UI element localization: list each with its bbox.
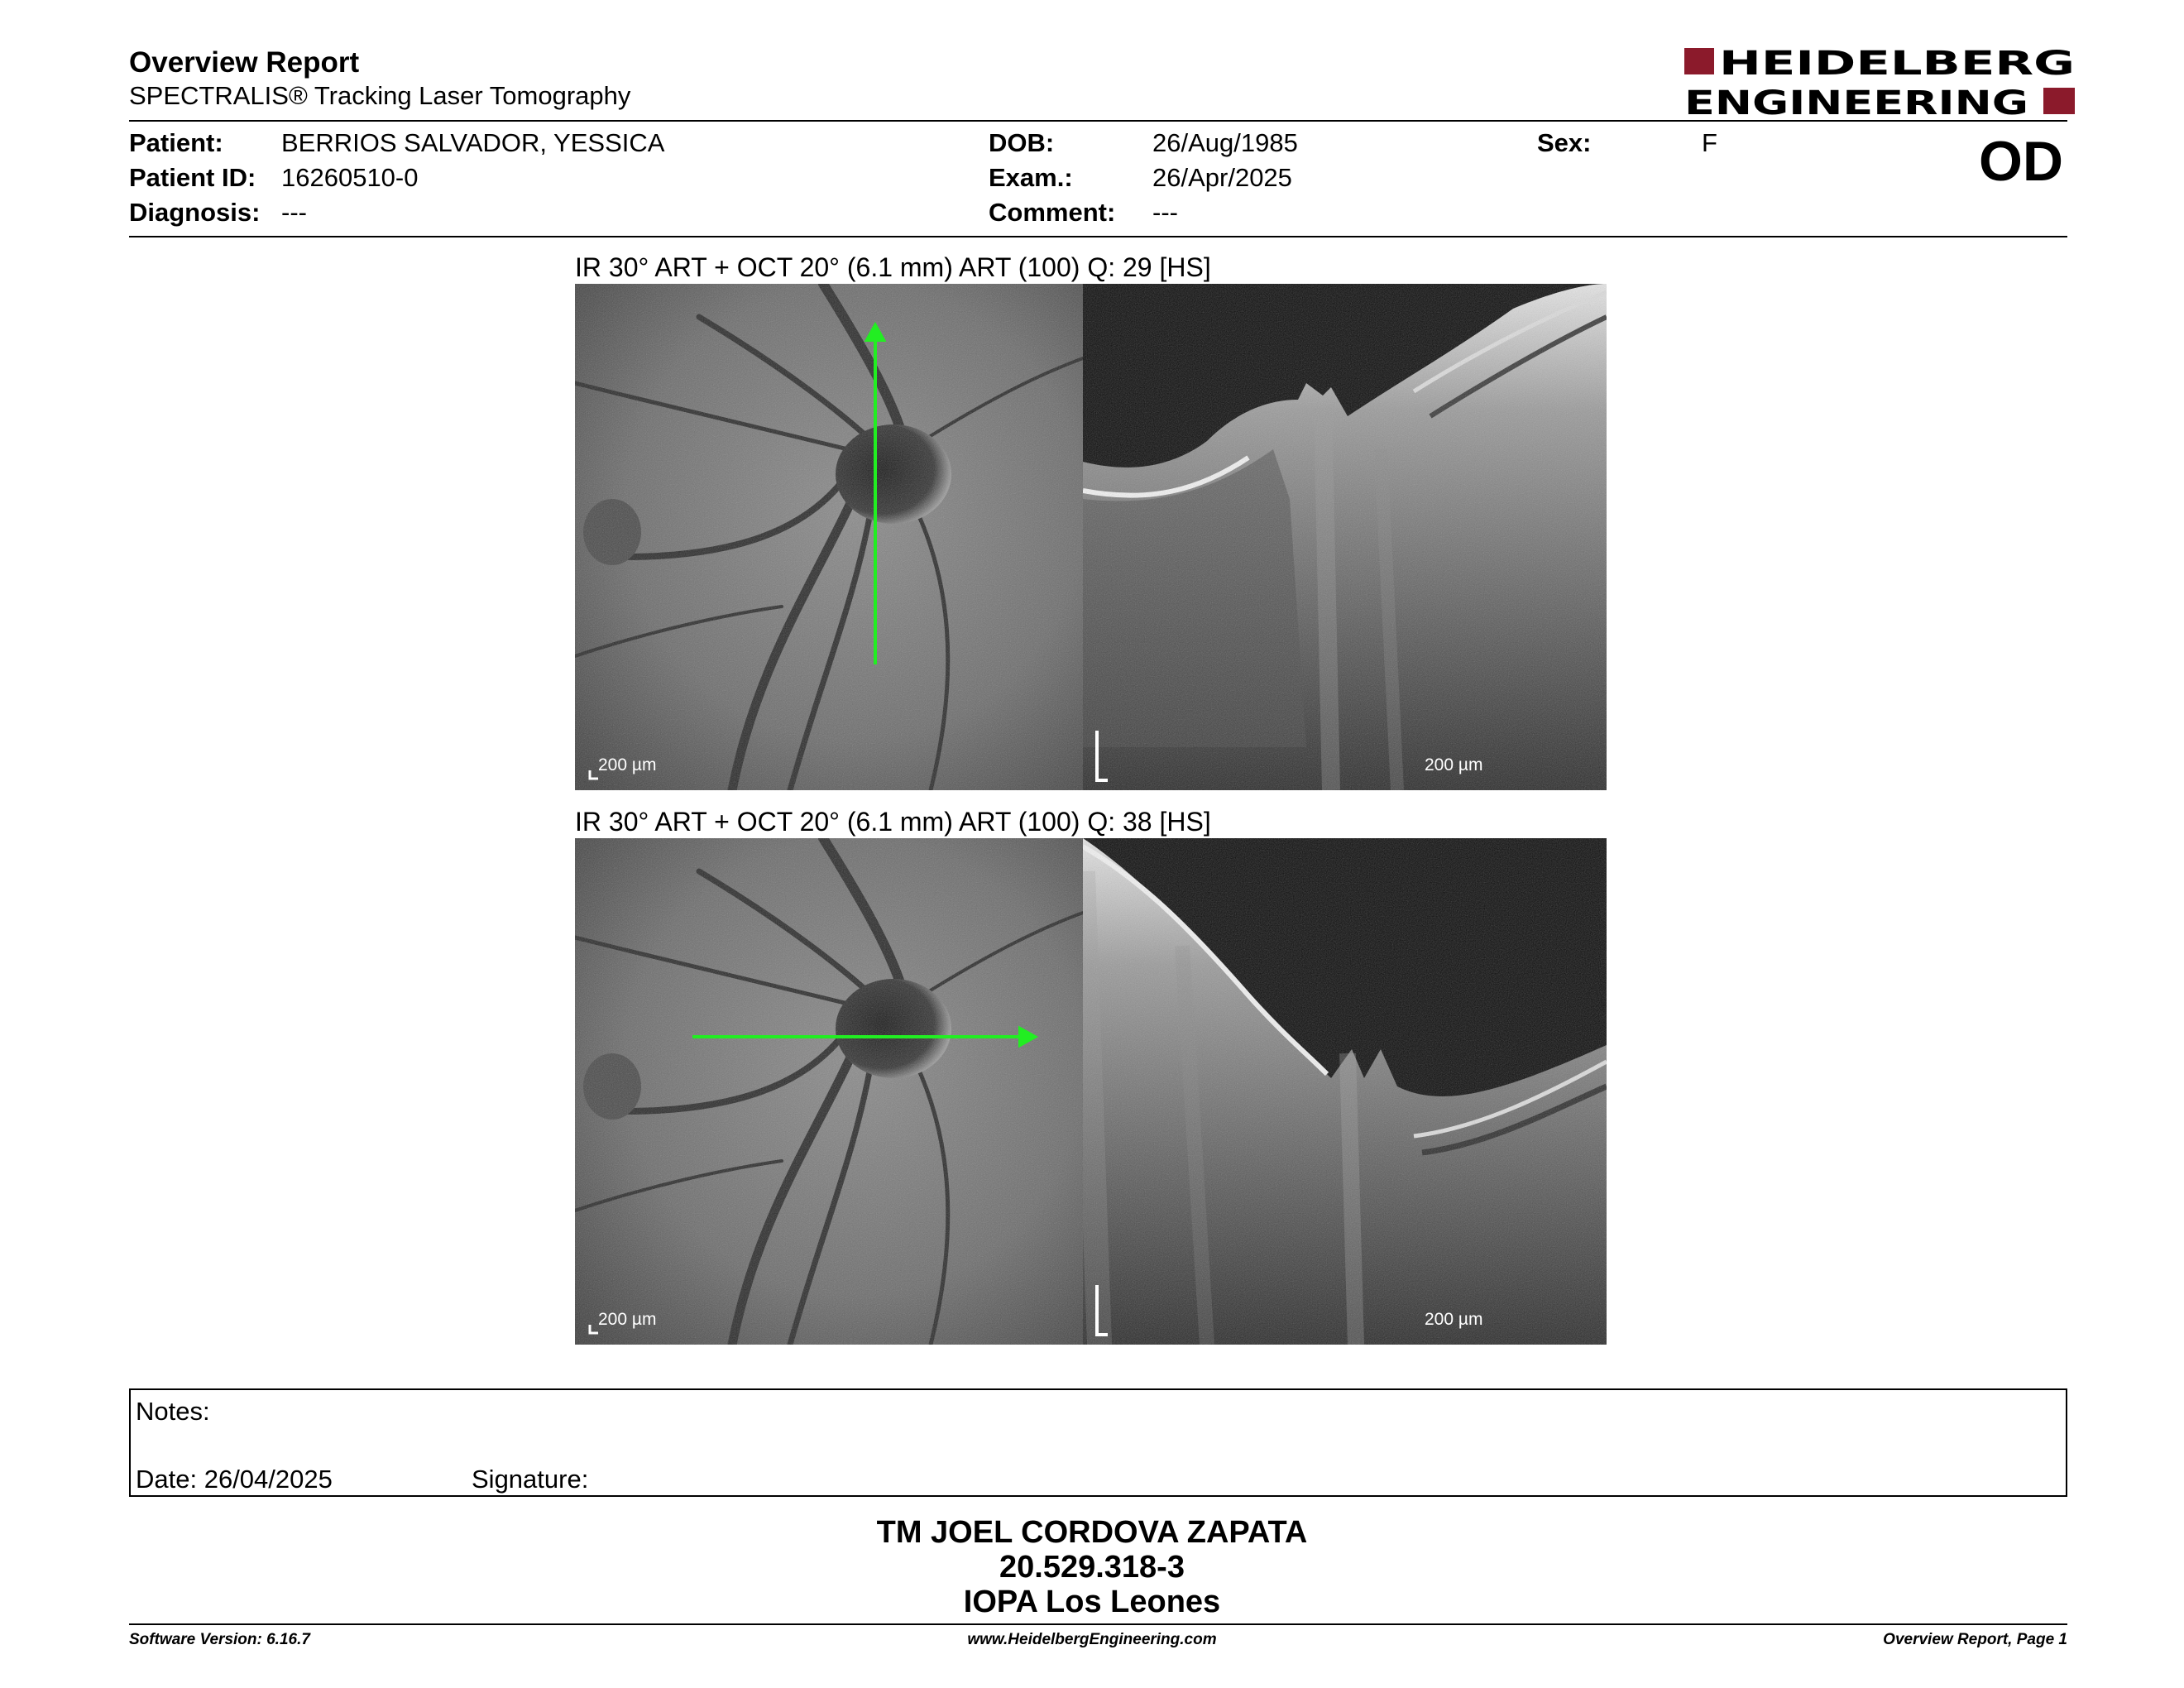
scan-caption-1: IR 30° ART + OCT 20° (6.1 mm) ART (100) Q: 29 [HS] <box>575 252 1211 282</box>
eye-indicator: OD <box>1979 130 2063 193</box>
scan-panel-2 <box>575 838 1607 1345</box>
comment-label: Comment: <box>989 198 1116 227</box>
comment-value: --- <box>1152 198 1178 227</box>
software-version: Software Version: 6.16.7 <box>129 1631 310 1648</box>
logo-square-top <box>1684 48 1714 74</box>
oct-scale-label-2: 200 µm <box>1425 1310 1483 1329</box>
logo-text-top: HEIDELBERG <box>1719 45 2075 83</box>
patient-name: BERRIOS SALVADOR, YESSICA <box>281 128 665 157</box>
exam-value: 26/Apr/2025 <box>1152 163 1292 192</box>
technician-id: 20.529.318-3 <box>999 1550 1185 1585</box>
sex-value: F <box>1702 128 1717 157</box>
notes-box[interactable] <box>129 1388 2067 1497</box>
notes-label: Notes: <box>136 1397 210 1426</box>
date-label: Date: 26/04/2025 <box>136 1465 333 1494</box>
website-link[interactable]: www.HeidelbergEngineering.com <box>967 1631 1217 1648</box>
institution-name: IOPA Los Leones <box>963 1585 1221 1619</box>
scan-caption-2: IR 30° ART + OCT 20° (6.1 mm) ART (100) Q: 38 [HS] <box>575 807 1211 837</box>
oct-scale-label-1: 200 µm <box>1425 755 1483 774</box>
technician-name: TM JOEL CORDOVA ZAPATA <box>876 1515 1308 1550</box>
diagnosis-value: --- <box>281 198 307 227</box>
oct-bscan-image-1[interactable] <box>1083 284 1607 790</box>
patient-label: Patient: <box>129 128 223 157</box>
ir-scale-label-2: 200 µm <box>598 1310 657 1329</box>
header-rule <box>129 120 2067 122</box>
report-subtitle: SPECTRALIS® Tracking Laser Tomography <box>129 81 631 110</box>
ir-scale-label-1: 200 µm <box>598 755 657 774</box>
scan-panel-1 <box>575 284 1607 790</box>
ir-fundus-image-2[interactable] <box>575 838 1083 1345</box>
logo-text-bottom: ENGINEERING <box>1684 84 2028 119</box>
report-title: Overview Report <box>129 46 360 79</box>
ir-fundus-image-1[interactable] <box>575 284 1083 790</box>
patient-id: 16260510-0 <box>281 163 419 192</box>
page-indicator: Overview Report, Page 1 <box>1883 1631 2067 1648</box>
logo-square-bottom <box>2043 88 2075 114</box>
exam-label: Exam.: <box>989 163 1073 192</box>
signature-label: Signature: <box>472 1465 589 1494</box>
oct-bscan-image-2[interactable] <box>1083 838 1607 1345</box>
diagnosis-label: Diagnosis: <box>129 198 261 227</box>
heidelberg-engineering-logo <box>1684 43 2075 119</box>
footer-rule <box>129 1623 2067 1625</box>
patient-id-label: Patient ID: <box>129 163 256 192</box>
dob-value: 26/Aug/1985 <box>1152 128 1298 157</box>
patient-info-rule <box>129 236 2067 237</box>
dob-label: DOB: <box>989 128 1055 157</box>
sex-label: Sex: <box>1537 128 1592 157</box>
